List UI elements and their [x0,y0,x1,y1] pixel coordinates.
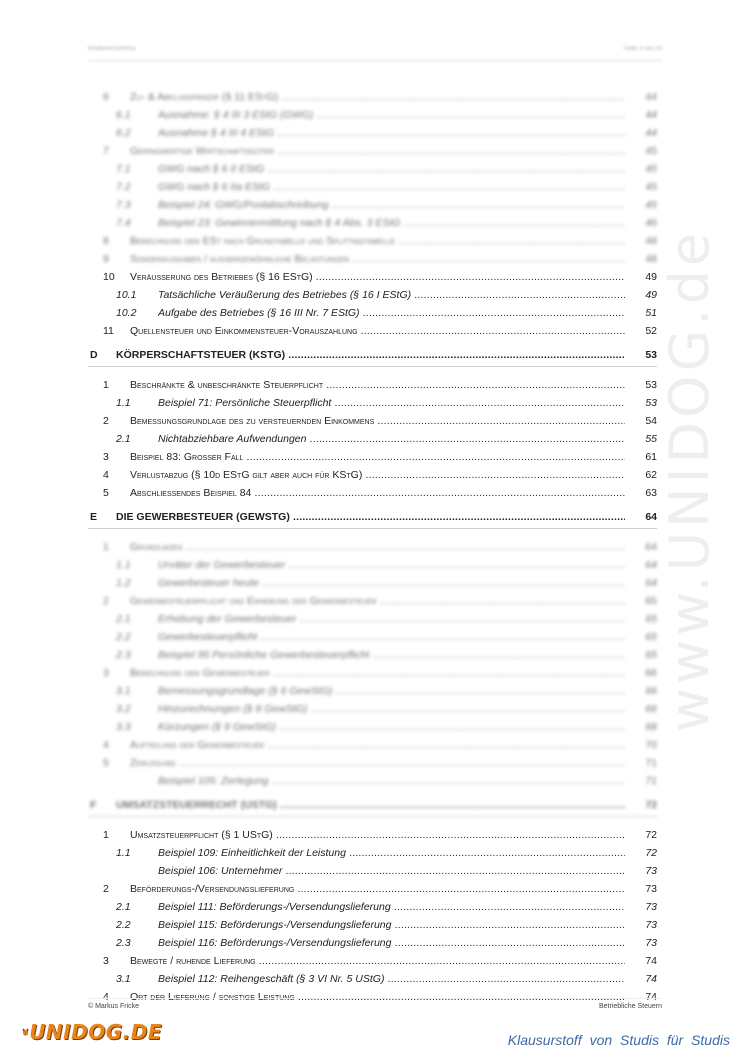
toc-title: Sonderausgaben / außergewöhnliche Belastungen ..... [130,250,625,268]
toc-number: 7 [103,145,109,157]
toc-chapter-e[interactable] [88,502,657,532]
toc-page: 49 [645,289,657,301]
toc-title: Berechnung der Gewerbesteuer ..... [130,664,625,682]
toc-page: 73 [645,883,657,895]
toc-title: Bemessungsgrundlage des zu versteuernden Einkommens ..... [130,412,625,430]
toc-number: 1.1 [116,847,131,859]
toc-subentry[interactable] [88,934,657,952]
toc-title: Erhebung der Gewerbesteuer ..... [158,610,625,628]
toc-title: KÖRPERSCHAFTSTEUER (KSTG) ..... [116,340,625,370]
logo-text: UNIDOG.DE [29,1020,162,1044]
toc-number: 3.2 [116,703,131,715]
toc-page: 72 [645,799,657,811]
toc-number: 7.4 [116,217,131,229]
toc-entry[interactable] [88,754,657,772]
toc-number: 2.1 [116,613,131,625]
toc-number: 1 [103,541,109,553]
toc-number: 5 [103,757,109,769]
toc-page: 65 [645,649,657,661]
toc-title: Gewerbesteuerpflicht ..... [158,628,625,646]
toc-page: 73 [645,919,657,931]
toc-subentry[interactable] [88,178,657,196]
toc-number: 2 [103,415,109,427]
table-of-contents [88,88,657,1006]
toc-entry[interactable] [88,952,657,970]
toc-page: 66 [645,703,657,715]
toc-title: GWG nach § 6 IIa EStG ..... [158,178,625,196]
toc-number: 6.2 [116,127,131,139]
toc-number: 8 [103,235,109,247]
toc-title: Beispiel 116: Beförderungs-/Versendungslieferung ..... [158,934,625,952]
toc-entry[interactable] [88,988,657,1006]
toc-entry[interactable] [88,448,657,466]
toc-page: 61 [645,451,657,463]
dog-icon [22,1013,29,1051]
toc-page: 73 [645,901,657,913]
footer-divider [88,998,662,999]
toc-subentry[interactable] [88,682,657,700]
toc-page: 66 [645,667,657,679]
toc-title: Beschränkte & unbeschränkte Steuerpflicht ..... [130,376,625,394]
toc-number: 4 [103,469,109,481]
toc-number: 2.2 [116,919,131,931]
toc-number: 3.1 [116,973,131,985]
toc-page: 49 [645,271,657,283]
toc-page: 64 [645,559,657,571]
toc-number: 2.3 [116,649,131,661]
toc-page: 45 [645,145,657,157]
toc-subentry[interactable] [88,286,657,304]
toc-page: 48 [645,253,657,265]
page-header [88,40,662,61]
toc-number: 6 [103,91,109,103]
toc-page: 73 [645,865,657,877]
toc-group-d [88,376,657,502]
toc-number: 10.2 [116,307,137,319]
toc-page: 45 [645,199,657,211]
toc-number: 2 [103,595,109,607]
toc-page: 64 [645,541,657,553]
toc-entry[interactable] [88,322,657,340]
header-left: Inhaltsverzeichnis [88,46,136,52]
toc-subentry[interactable] [88,610,657,628]
toc-entry[interactable] [88,736,657,754]
toc-subentry[interactable] [88,916,657,934]
toc-number: 3 [103,451,109,463]
toc-subentry[interactable] [88,718,657,736]
toc-title: Beispiel 105: Zerlegung ..... [158,772,625,790]
toc-number: 7.3 [116,199,131,211]
toc-title: DIE GEWERBESTEUER (GEWSTG) ..... [116,502,625,532]
toc-page: 46 [645,217,657,229]
toc-title: Bemessungsgrundlage (§ 6 GewStG) ..... [158,682,625,700]
toc-entry[interactable] [88,826,657,844]
toc-subentry[interactable] [88,700,657,718]
toc-subentry[interactable] [88,214,657,232]
toc-page: 72 [645,829,657,841]
toc-title: Beispiel 111: Beförderungs-/Versendungslieferung ..... [158,898,625,916]
toc-title: Verlustabzug (§ 10d EStG gilt aber auch für KStG) ..... [130,466,625,484]
toc-title: Gewerbesteuer heute ..... [158,574,625,592]
toc-title: Beispiel 24: GWG/Poolabschreibung ..... [158,196,625,214]
toc-number: D [90,349,98,361]
toc-subentry[interactable] [88,556,657,574]
toc-number: 3.3 [116,721,131,733]
toc-title: Beförderungs-/Versendungslieferung ..... [130,880,625,898]
toc-number: 3.1 [116,685,131,697]
toc-subentry[interactable] [88,898,657,916]
toc-page: 74 [645,973,657,985]
toc-page: 68 [645,721,657,733]
toc-title: UMSATZSTEUERRECHT (USTG) ..... [116,790,625,820]
toc-subentry[interactable] [88,574,657,592]
toc-title: Beispiel 83: Großer Fall ..... [130,448,625,466]
watermark-text: www.UNIDOG.de [658,228,722,732]
tagline: Klausurstoff von Studis für Studis [507,1032,730,1048]
toc-page: 71 [645,775,657,787]
toc-title: Tatsächliche Veräußerung des Betriebes (§ 16 I EStG) ..... [158,286,625,304]
toc-number: 1 [103,829,109,841]
toc-title: Veräußerung des Betriebes (§ 16 EStG) ..... [130,268,625,286]
toc-title: Kürzungen (§ 9 GewStG) ..... [158,718,625,736]
toc-number: E [90,511,98,523]
toc-page: 74 [645,955,657,967]
toc-page: 66 [645,685,657,697]
toc-group-f [88,826,657,1006]
toc-subentry[interactable] [88,196,657,214]
toc-subentry[interactable] [88,160,657,178]
toc-number: 1.2 [116,577,131,589]
toc-number: F [90,799,97,811]
toc-page: 45 [645,181,657,193]
toc-title: Abschließendes Beispiel 84 ..... [130,484,625,502]
toc-title: Hinzurechnungen (§ 8 GewStG) ..... [158,700,625,718]
toc-entry[interactable] [88,232,657,250]
toc-number: 7.1 [116,163,131,175]
toc-subentry[interactable] [88,124,657,142]
toc-number: 4 [103,991,109,1003]
toc-page: 51 [645,307,657,319]
toc-title: Geringwertige Wirtschaftsgüter ..... [130,142,625,160]
toc-number: 1.1 [116,559,131,571]
toc-number: 6.1 [116,109,131,121]
toc-entry[interactable] [88,880,657,898]
toc-title: Nichtabziehbare Aufwendungen ..... [158,430,625,448]
toc-page: 44 [645,127,657,139]
toc-entry[interactable] [88,412,657,430]
toc-subentry[interactable] [88,430,657,448]
toc-page: 52 [645,325,657,337]
toc-title: Quellensteuer und Einkommensteuer-Vorauszahlung ..... [130,322,625,340]
toc-subentry[interactable] [88,304,657,322]
toc-entry[interactable] [88,88,657,106]
toc-number: 2.1 [116,901,131,913]
toc-title: GWG nach § 6 II EStG ..... [158,160,625,178]
toc-page: 63 [645,487,657,499]
toc-number: 11 [103,325,114,337]
toc-group-c-end [88,268,657,340]
toc-chapter-f[interactable] [88,790,657,820]
toc-page: 65 [645,595,657,607]
toc-subentry[interactable] [88,970,657,988]
toc-title: Ort der Lieferung / sonstige Leistung ..... [130,988,625,1006]
toc-number: 1 [103,379,109,391]
toc-number: 5 [103,487,109,499]
toc-title: Berechnung der ESt nach Grundtabelle und Splittingtabelle ..... [130,232,625,250]
toc-entry[interactable] [88,592,657,610]
toc-page: 45 [645,163,657,175]
toc-subentry[interactable] [88,862,657,880]
toc-page: 44 [645,91,657,103]
toc-page: 73 [645,937,657,949]
toc-page: 55 [645,433,657,445]
toc-title: Aufgabe des Betriebes (§ 16 III Nr. 7 EStG) ..... [158,304,625,322]
toc-title: Urväter der Gewerbesteuer ..... [158,556,625,574]
toc-title: Gewerbesteuerpflicht und Erhebung der Gewerbesteuer ..... [130,592,625,610]
toc-title: Grundlagen ..... [130,538,625,556]
toc-entry[interactable] [88,664,657,682]
toc-group-e [88,538,657,790]
toc-title: Beispiel 112: Reihengeschäft (§ 3 VI Nr. 5 UStG) ..... [158,970,625,988]
toc-title: Zu- & Abflussprinzip (§ 11 EStG) ..... [130,88,625,106]
toc-entry[interactable] [88,538,657,556]
toc-subentry[interactable] [88,772,657,790]
toc-title: Ausnahme: § 4 III 3 EStG (GWG) ..... [158,106,625,124]
toc-entry[interactable] [88,142,657,160]
toc-entry[interactable] [88,466,657,484]
footer-subject: Betriebliche Steuern [598,1003,662,1010]
header-right: Seite 3 von 33 [623,46,662,52]
toc-page: 54 [645,415,657,427]
toc-title: Beispiel 115: Beförderungs-/Versendungslieferung ..... [158,916,625,934]
toc-title: Beispiel 109: Einheitlichkeit der Leistung ..... [158,844,625,862]
toc-page: 44 [645,109,657,121]
toc-number: 2.1 [116,433,131,445]
toc-page: 65 [645,613,657,625]
toc-entry[interactable] [88,268,657,286]
toc-title: Beispiel 71: Persönliche Steuerpflicht ..... [158,394,625,412]
toc-title: Bewegte / ruhende Lieferung ..... [130,952,625,970]
toc-entry[interactable] [88,484,657,502]
toc-group-top [88,88,657,268]
toc-page: 71 [645,757,657,769]
toc-page: 64 [645,511,657,523]
toc-subentry[interactable] [88,628,657,646]
toc-number: 2.2 [116,631,131,643]
toc-page: 53 [645,397,657,409]
toc-number: 2 [103,883,109,895]
toc-title: Beispiel 23: Gewinnermittlung nach § 4 Abs. 3 EStG ..... [158,214,625,232]
toc-page: 74 [645,991,657,1003]
toc-subentry[interactable] [88,394,657,412]
toc-entry[interactable] [88,250,657,268]
toc-number: 3 [103,955,109,967]
toc-title: Aufteilung der Gewerbesteuer ..... [130,736,625,754]
toc-number: 4 [103,739,109,751]
toc-title: Zerlegung ..... [130,754,625,772]
toc-subentry[interactable] [88,844,657,862]
toc-page: 62 [645,469,657,481]
toc-page: 53 [645,349,657,361]
toc-number: 7.2 [116,181,131,193]
toc-title: Ausnahme § 4 III 4 EStG ..... [158,124,625,142]
toc-title: Umsatzsteuerpflicht (§ 1 UStG) ..... [130,826,625,844]
toc-page: 70 [645,739,657,751]
toc-subentry[interactable] [88,106,657,124]
toc-title: Beispiel 106: Unternehmer ..... [158,862,625,880]
toc-number: 10.1 [116,289,137,301]
toc-page: 65 [645,631,657,643]
toc-number: 10 [103,271,115,283]
toc-number: 2.3 [116,937,131,949]
toc-subentry[interactable] [88,646,657,664]
toc-page: 64 [645,577,657,589]
toc-page: 53 [645,379,657,391]
toc-number: 1.1 [116,397,131,409]
toc-page: 48 [645,235,657,247]
toc-entry[interactable] [88,376,657,394]
toc-number: 3 [103,667,109,679]
toc-number: 9 [103,253,109,265]
footer-copyright: © Markus Fricke [88,1003,140,1010]
toc-page: 72 [645,847,657,859]
unidog-logo[interactable] [22,1012,162,1052]
toc-title: Beispiel 95 Persönliche Gewerbesteuerpflicht ..... [158,646,625,664]
toc-chapter-d[interactable] [88,340,657,370]
